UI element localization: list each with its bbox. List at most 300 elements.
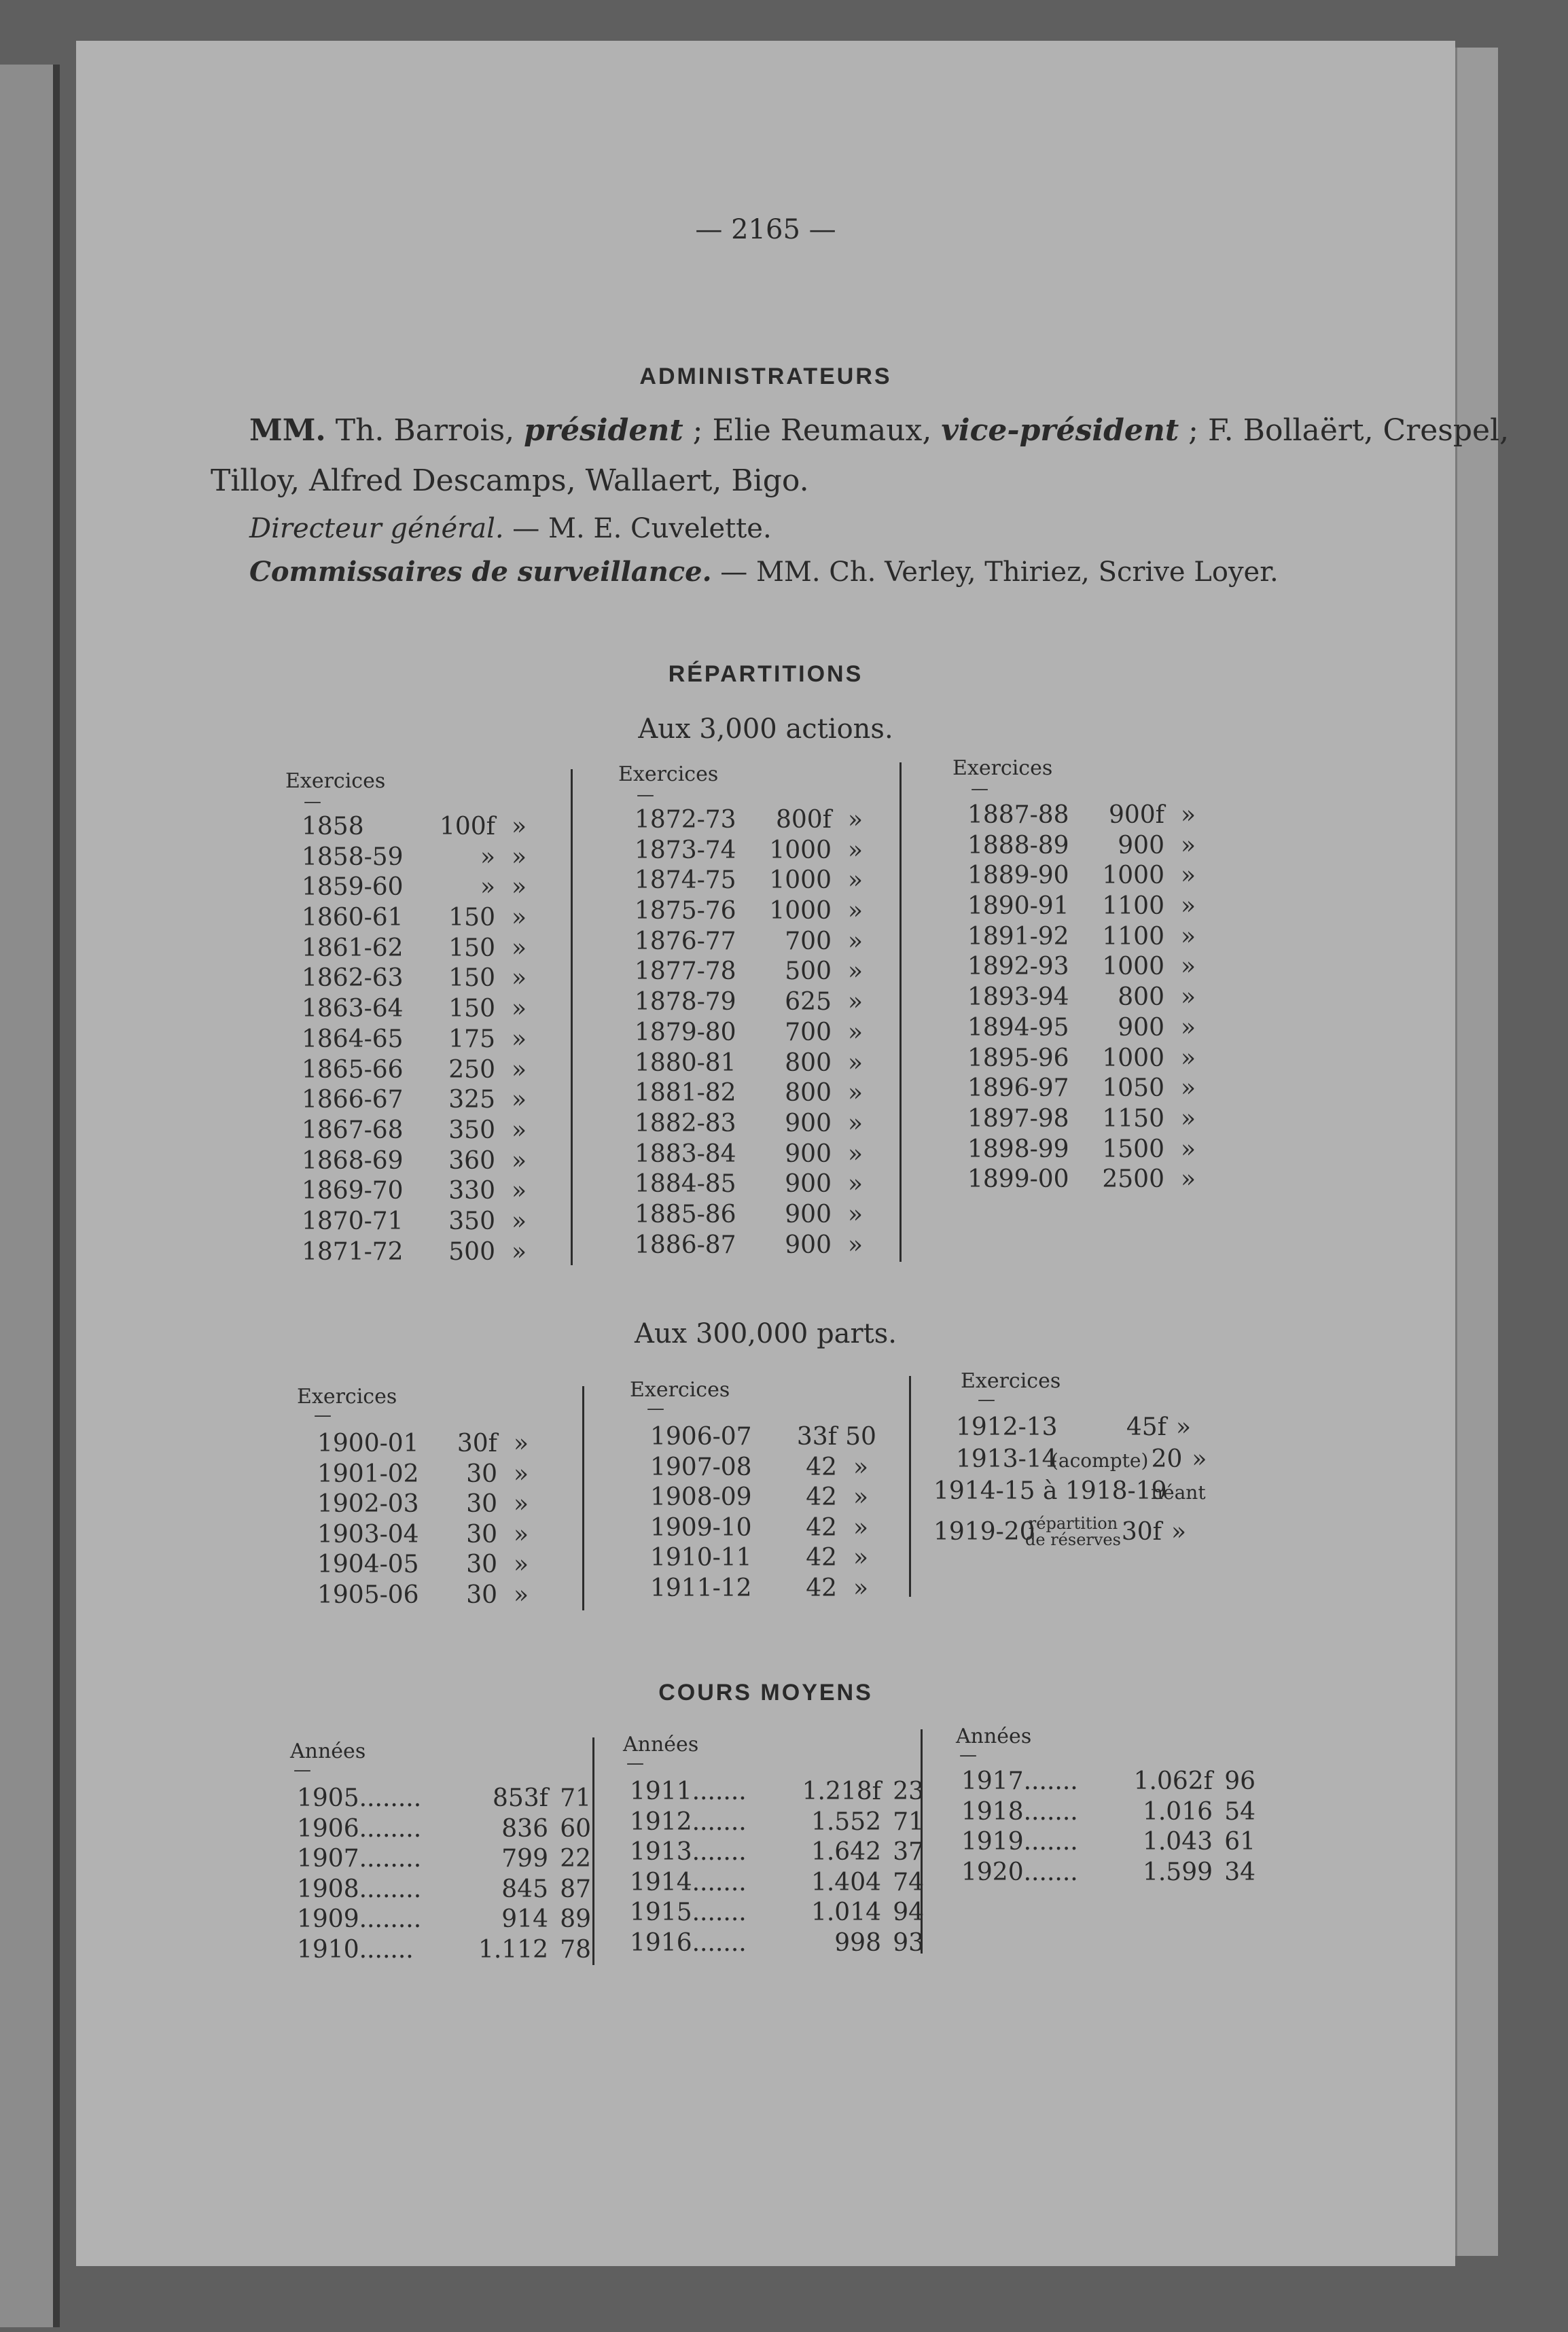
commissaires-label: Commissaires de surveillance. <box>249 556 712 588</box>
price-value: 61 <box>1224 1828 1255 1856</box>
row-value: » <box>511 1055 527 1084</box>
directeur-line: Directeur général. — M. E. Cuvelette. <box>249 513 772 544</box>
row-value: 1050 <box>1102 1074 1164 1103</box>
row-value: 1000 <box>1102 1044 1164 1072</box>
row-label: 1880-81 <box>635 1048 736 1077</box>
year-label: 1911....... <box>630 1778 747 1805</box>
row-value: 42 <box>806 1544 837 1572</box>
row-value: » <box>853 1544 869 1572</box>
row-value: » <box>511 843 527 871</box>
table-row <box>635 866 879 896</box>
price-value: 799 <box>501 1845 548 1873</box>
row-value: » <box>511 904 527 932</box>
commissaires-line: Commissaires de surveillance. — MM. Ch. Verley, Thiriez, Scrive Loyer. <box>249 556 1279 588</box>
actions-col3-dash: — <box>971 779 988 799</box>
row-value: 800f <box>775 806 832 834</box>
price-value: 87 <box>560 1875 591 1903</box>
row-value: 1000 <box>769 866 832 895</box>
row-value: » <box>513 1490 529 1519</box>
row-label: 1894-95 <box>967 1013 1069 1042</box>
row-value: 33f <box>796 1423 837 1451</box>
row-value: 900 <box>785 1231 832 1259</box>
role-vice-president: vice-président <box>941 413 1179 448</box>
row-value: » <box>511 1177 527 1205</box>
row-label: 1906-07 <box>650 1423 752 1451</box>
table-row <box>961 1767 1255 1797</box>
table-row <box>635 987 879 1018</box>
price-value: 23 <box>893 1778 924 1805</box>
row-label: 1878-79 <box>635 988 736 1017</box>
row-label: 1908-09 <box>650 1483 752 1512</box>
row-value: » <box>511 995 527 1023</box>
row-value: 360 <box>448 1146 495 1175</box>
row-label: 1870-71 <box>302 1207 404 1235</box>
row-value: » <box>847 957 863 986</box>
column-divider <box>582 1386 584 1610</box>
actions-col1-rows <box>302 812 543 1267</box>
cours-col1-header: Années <box>290 1739 366 1763</box>
row-value: 900 <box>785 1140 832 1168</box>
row-value: » <box>1180 862 1196 890</box>
row-value: » <box>1180 1135 1196 1163</box>
price-value: 914 <box>501 1905 548 1934</box>
row-label: 1874-75 <box>635 866 736 895</box>
table-row <box>961 1858 1255 1888</box>
table-row <box>967 983 1212 1013</box>
price-value: 1.404 <box>810 1868 881 1896</box>
table-row <box>630 1837 924 1868</box>
row-label: 1885-86 <box>635 1200 736 1229</box>
row-value: » <box>1180 983 1196 1012</box>
parts-col1-rows <box>317 1429 545 1611</box>
row-value: » <box>847 866 863 895</box>
row-value: » <box>847 1170 863 1199</box>
actions-col3-header: Exercices <box>952 756 1053 780</box>
facing-page-edge <box>0 65 60 2327</box>
price-value: 1.642 <box>810 1838 881 1867</box>
column-divider <box>592 1737 594 1965</box>
row-value: » <box>511 1146 527 1175</box>
row-value: » <box>1180 1165 1196 1194</box>
year-label: 1920....... <box>961 1858 1078 1886</box>
price-value: 22 <box>560 1845 591 1873</box>
row-value: 30 <box>466 1460 497 1488</box>
row-value: 150 <box>448 934 495 962</box>
table-row <box>630 1898 924 1928</box>
row-value: 1100 <box>1102 892 1164 921</box>
table-row <box>302 994 543 1025</box>
row-value: » <box>847 1200 863 1229</box>
table-row <box>650 1543 885 1574</box>
table-row <box>317 1460 545 1490</box>
row-value: 1100 <box>1102 922 1164 951</box>
table-row <box>967 1165 1212 1195</box>
row-value: » <box>853 1483 869 1512</box>
row-value: 2500 <box>1102 1165 1164 1194</box>
repartitions-heading: RÉPARTITIONS <box>668 661 863 687</box>
table-row <box>302 1176 543 1207</box>
row-label: 1892-93 <box>967 953 1069 981</box>
actions-col2-header: Exercices <box>618 762 719 786</box>
table-row <box>650 1574 885 1604</box>
row-value: » <box>1180 1013 1196 1042</box>
row-label: 1867-68 <box>302 1116 404 1144</box>
row-label: 1863-64 <box>302 995 404 1023</box>
row-value: 30 <box>466 1580 497 1609</box>
row-value: 30 <box>466 1490 497 1519</box>
actions-col2-dash: — <box>637 785 654 805</box>
table-row <box>297 1784 591 1814</box>
cours-col3-rows <box>961 1767 1255 1888</box>
row-label: 1877-78 <box>635 957 736 986</box>
price-value: 1.552 <box>810 1807 881 1836</box>
table-row <box>635 836 879 866</box>
table-row <box>302 1085 543 1116</box>
reserve-note: répartition de réserves <box>1025 1514 1121 1549</box>
row-label: 1905-06 <box>317 1580 419 1609</box>
row-value: 42 <box>806 1513 837 1542</box>
row-value: 1000 <box>769 897 832 925</box>
row-value: » <box>847 1109 863 1137</box>
parts-col3-row: 1912-13 45f » <box>956 1413 1192 1441</box>
table-row <box>967 1044 1212 1074</box>
row-label: 1871-72 <box>302 1237 404 1266</box>
row-value: 100f <box>439 813 495 841</box>
table-row <box>635 1018 879 1048</box>
row-label: 1895-96 <box>967 1044 1069 1072</box>
row-value: » <box>853 1513 869 1542</box>
row-value: 800 <box>785 1079 832 1108</box>
row-value: » <box>513 1580 529 1609</box>
row-value: 1150 <box>1102 1104 1164 1133</box>
row-value: 700 <box>785 1018 832 1046</box>
row-value: 900 <box>1118 831 1164 860</box>
row-value: » <box>1180 1074 1196 1103</box>
row-label: 1889-90 <box>967 862 1069 890</box>
row-label: 1911-12 <box>650 1574 752 1602</box>
row-label: 1866-67 <box>302 1086 404 1114</box>
row-value: » <box>513 1551 529 1579</box>
parts-col2-dash: — <box>647 1398 664 1419</box>
row-label: 1872-73 <box>635 806 736 834</box>
row-value: » <box>847 1018 863 1046</box>
row-value: 350 <box>448 1207 495 1235</box>
year-label: 1918....... <box>961 1797 1078 1826</box>
row-value: 42 <box>806 1453 837 1481</box>
price-value: 74 <box>893 1868 924 1896</box>
row-value: » <box>853 1574 869 1602</box>
parts-col3-row: 1914-15 à 1918-19néant <box>933 1477 1206 1505</box>
table-row <box>302 843 543 873</box>
price-value: 1.218f <box>802 1778 881 1805</box>
table-row <box>630 1777 924 1807</box>
cours-col3-header: Années <box>956 1725 1032 1748</box>
table-row <box>635 896 879 927</box>
row-value: 1000 <box>1102 862 1164 890</box>
price-value: 1.014 <box>810 1898 881 1927</box>
table-row <box>967 1135 1212 1165</box>
row-label: 1868-69 <box>302 1146 404 1175</box>
row-value: 50 <box>845 1423 876 1451</box>
document-page <box>76 41 1510 2266</box>
table-row <box>317 1550 545 1580</box>
administrateurs-line-2: Tilloy, Alfred Descamps, Wallaert, Bigo. <box>211 463 809 498</box>
row-value: » <box>847 1079 863 1108</box>
table-row <box>302 934 543 964</box>
row-value: » <box>513 1430 529 1458</box>
table-row <box>317 1580 545 1611</box>
row-label: 1869-70 <box>302 1177 404 1205</box>
price-value: 54 <box>1224 1797 1255 1826</box>
row-label: 1891-92 <box>967 922 1069 951</box>
year-label: 1912....... <box>630 1807 747 1836</box>
table-row <box>302 1146 543 1177</box>
table-row <box>317 1429 545 1460</box>
table-row <box>630 1868 924 1898</box>
cours-col2-dash: — <box>626 1753 644 1773</box>
price-value: 71 <box>560 1784 591 1812</box>
row-label: 1899-00 <box>967 1165 1069 1194</box>
row-value: » <box>511 1025 527 1053</box>
row-label: 1873-74 <box>635 836 736 864</box>
table-row <box>635 1231 879 1261</box>
table-row <box>961 1827 1255 1858</box>
row-value: » <box>1180 831 1196 860</box>
row-value: » <box>847 1048 863 1077</box>
row-value: 700 <box>785 927 832 955</box>
row-value: 42 <box>806 1574 837 1602</box>
table-row <box>635 927 879 957</box>
row-value: » <box>847 897 863 925</box>
row-value: » <box>847 806 863 834</box>
table-row <box>967 861 1212 891</box>
table-row <box>302 872 543 903</box>
row-label: 1884-85 <box>635 1170 736 1199</box>
row-value: 1000 <box>769 836 832 864</box>
table-row <box>635 1078 879 1109</box>
row-label: 1900-01 <box>317 1430 419 1458</box>
row-value: » <box>511 1237 527 1266</box>
row-label: 1859-60 <box>302 873 404 902</box>
cours-col2-header: Années <box>623 1733 699 1756</box>
row-value: 30 <box>466 1551 497 1579</box>
row-value: 1000 <box>1102 953 1164 981</box>
actions-col1-dash: — <box>304 792 321 812</box>
role-president: président <box>524 413 683 448</box>
row-value: 500 <box>785 957 832 986</box>
row-value: 330 <box>448 1177 495 1205</box>
table-row <box>650 1513 885 1544</box>
row-value: » <box>1180 1104 1196 1133</box>
row-value: 30 <box>466 1520 497 1549</box>
parts-col3-row: 1919-20 répartition de réserves 30f » <box>933 1514 1186 1549</box>
price-value: 93 <box>893 1928 924 1957</box>
directeur-label: Directeur général. <box>249 513 504 544</box>
price-value: 37 <box>893 1838 924 1867</box>
table-row <box>967 1013 1212 1044</box>
row-label: 1888-89 <box>967 831 1069 860</box>
row-label: 1893-94 <box>967 983 1069 1012</box>
price-value: 78 <box>560 1935 591 1964</box>
actions-col3-rows <box>967 800 1212 1195</box>
parts-subtitle: Aux 300,000 parts. <box>635 1318 897 1349</box>
administrateurs-heading: ADMINISTRATEURS <box>639 364 892 389</box>
row-value: » <box>1180 922 1196 951</box>
price-value: 60 <box>560 1814 591 1843</box>
row-label: 1882-83 <box>635 1109 736 1137</box>
row-value: » <box>847 1140 863 1168</box>
row-label: 1883-84 <box>635 1140 736 1168</box>
price-value: 34 <box>1224 1858 1255 1886</box>
year-label: 1907........ <box>297 1845 422 1873</box>
table-row <box>967 831 1212 862</box>
column-divider <box>909 1376 911 1597</box>
row-label: 1902-03 <box>317 1490 419 1519</box>
table-row <box>635 1200 879 1231</box>
parts-col1-header: Exercices <box>297 1385 397 1409</box>
price-value: 836 <box>501 1814 548 1843</box>
row-value: » <box>847 988 863 1017</box>
table-row <box>302 964 543 994</box>
table-row <box>650 1453 885 1483</box>
row-value: » <box>847 1231 863 1259</box>
table-row <box>630 1928 924 1959</box>
row-value: » <box>1180 1044 1196 1072</box>
parts-col1-dash: — <box>314 1405 332 1426</box>
row-value: 150 <box>448 904 495 932</box>
row-value: 900 <box>785 1170 832 1199</box>
price-value: 1.062f <box>1133 1767 1213 1795</box>
table-row <box>650 1422 885 1453</box>
row-label: 1910-11 <box>650 1544 752 1572</box>
table-row <box>297 1875 591 1905</box>
cours-col1-dash: — <box>293 1760 311 1780</box>
table-row <box>635 1048 879 1079</box>
table-row <box>302 812 543 843</box>
row-value: 900 <box>785 1200 832 1229</box>
parts-col2-rows <box>650 1422 885 1604</box>
year-label: 1908........ <box>297 1875 422 1903</box>
price-value: 998 <box>834 1928 881 1957</box>
row-value: 175 <box>448 1025 495 1053</box>
row-value: » <box>480 843 495 871</box>
row-label: 1864-65 <box>302 1025 404 1053</box>
row-label: 1898-99 <box>967 1135 1069 1163</box>
row-label: 1860-61 <box>302 904 404 932</box>
table-row <box>297 1844 591 1875</box>
cours-moyens-heading: COURS MOYENS <box>658 1680 873 1706</box>
row-label: 1881-82 <box>635 1079 736 1108</box>
actions-subtitle: Aux 3,000 actions. <box>638 713 893 745</box>
table-row <box>650 1483 885 1513</box>
row-value: » <box>847 927 863 955</box>
year-label: 1906........ <box>297 1814 422 1843</box>
row-label: 1861-62 <box>302 934 404 962</box>
table-row <box>635 1140 879 1170</box>
row-value: » <box>513 1460 529 1488</box>
row-value: » <box>1180 801 1196 829</box>
price-value: 89 <box>560 1905 591 1934</box>
table-row <box>297 1905 591 1935</box>
table-row <box>302 1025 543 1055</box>
table-row <box>967 1074 1212 1104</box>
year-label: 1905........ <box>297 1784 422 1812</box>
page-stack-edge <box>1455 48 1498 2256</box>
price-value: 1.599 <box>1142 1858 1213 1886</box>
table-row <box>302 1116 543 1146</box>
row-value: 350 <box>448 1116 495 1144</box>
row-label: 1879-80 <box>635 1018 736 1046</box>
table-row <box>961 1797 1255 1828</box>
row-value: » <box>511 1116 527 1144</box>
column-divider <box>571 769 573 1265</box>
row-value: 1500 <box>1102 1135 1164 1163</box>
price-value: 1.043 <box>1142 1828 1213 1856</box>
table-row <box>302 1207 543 1237</box>
price-value: 853f <box>492 1784 548 1812</box>
row-label: 1875-76 <box>635 897 736 925</box>
table-row <box>967 800 1212 831</box>
row-label: 1887-88 <box>967 801 1069 829</box>
year-label: 1910....... <box>297 1935 414 1964</box>
year-label: 1916....... <box>630 1928 747 1957</box>
table-row <box>302 903 543 934</box>
row-value: 150 <box>448 964 495 993</box>
table-row <box>635 957 879 987</box>
column-divider <box>899 762 902 1262</box>
row-value: » <box>511 964 527 993</box>
cours-col2-rows <box>630 1777 924 1959</box>
year-label: 1917....... <box>961 1767 1078 1795</box>
year-label: 1919....... <box>961 1828 1078 1856</box>
table-row <box>967 891 1212 922</box>
price-value: 845 <box>501 1875 548 1903</box>
row-value: » <box>511 813 527 841</box>
administrateurs-line-1: MM. Th. Barrois, président ; Elie Reumaux, vice-président ; F. Bollaërt, Crespel, <box>249 413 1510 448</box>
row-value: » <box>511 1207 527 1235</box>
row-value: » <box>480 873 495 902</box>
table-row <box>302 1055 543 1086</box>
year-label: 1915....... <box>630 1898 747 1927</box>
table-row <box>297 1814 591 1845</box>
table-row <box>635 1109 879 1140</box>
row-value: » <box>511 1086 527 1114</box>
row-value: 500 <box>448 1237 495 1266</box>
row-label: 1890-91 <box>967 892 1069 921</box>
cours-col3-dash: — <box>959 1745 977 1765</box>
row-value: 800 <box>785 1048 832 1077</box>
row-label: 1858 <box>302 813 364 841</box>
year-label: 1909........ <box>297 1905 422 1934</box>
row-value: 625 <box>785 988 832 1017</box>
table-row <box>317 1489 545 1520</box>
row-label: 1865-66 <box>302 1055 404 1084</box>
year-label: 1914....... <box>630 1868 747 1896</box>
row-label: 1858-59 <box>302 843 404 871</box>
row-value: » <box>511 934 527 962</box>
row-value: » <box>853 1453 869 1481</box>
price-value: 96 <box>1224 1767 1255 1795</box>
row-value: 250 <box>448 1055 495 1084</box>
row-value: 150 <box>448 995 495 1023</box>
cours-col1-rows <box>297 1784 591 1966</box>
actions-col1-header: Exercices <box>285 769 386 793</box>
table-row <box>302 1237 543 1268</box>
row-value: 900f <box>1108 801 1164 829</box>
table-row <box>967 952 1212 983</box>
parts-col2-header: Exercices <box>630 1378 730 1402</box>
mm-prefix: MM. <box>249 413 326 448</box>
